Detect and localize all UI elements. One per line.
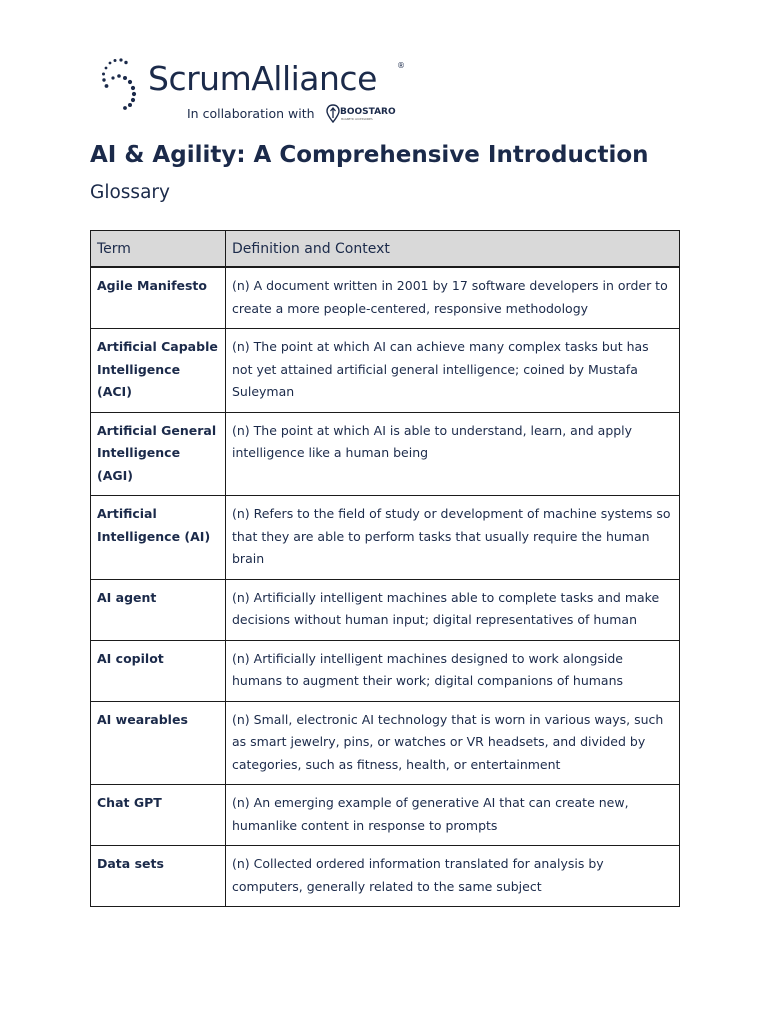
glossary-table <box>90 230 680 907</box>
definition-cell: (n) Collected ordered information translated for analysis by computers, generally related to the same subject <box>226 846 680 907</box>
term-cell: Artificial Intelligence (AI) <box>91 496 226 580</box>
registered-mark: ® <box>397 61 405 70</box>
definition-cell: (n) Artificially intelligent machines designed to work alongside humans to augment their work; digital companions of humans <box>226 640 680 701</box>
term-cell: Data sets <box>91 846 226 907</box>
definition-cell: (n) Artificially intelligent machines able to complete tasks and make decisions without human input; digital representatives of human <box>226 579 680 640</box>
definition-cell: (n) The point at which AI is able to understand, learn, and apply intelligence like a human being <box>226 412 680 496</box>
table-row <box>91 412 680 496</box>
term-cell: Chat GPT <box>91 785 226 846</box>
boostaro-pin-icon <box>325 104 341 124</box>
table-row <box>91 267 680 329</box>
term-cell: Agile Manifesto <box>91 267 226 329</box>
definition-cell: (n) Small, electronic AI technology that is worn in various ways, such as smart jewelry, pins, or watches or VR headsets, and divided by categories, such as fitness, health, or entertainment <box>226 701 680 785</box>
term-cell: Artificial Capable Intelligence (ACI) <box>91 329 226 413</box>
term-cell: Artificial General Intelligence (AGI) <box>91 412 226 496</box>
scrum-alliance-dots-icon <box>100 56 144 112</box>
table-row <box>91 329 680 413</box>
partner-name: BOOSTARO <box>340 107 396 117</box>
definition-cell: (n) Refers to the field of study or development of machine systems so that they are able to perform tasks that usually require the human brain <box>226 496 680 580</box>
document-title: AI & Agility: A Comprehensive Introduction <box>90 142 649 168</box>
table-row <box>91 496 680 580</box>
definition-cell: (n) The point at which AI can achieve many complex tasks but has not yet attained artificial general intelligence; coined by Mustafa Suleyman <box>226 329 680 413</box>
table-header-row <box>91 231 680 268</box>
term-cell: AI wearables <box>91 701 226 785</box>
table-row <box>91 640 680 701</box>
brand-name: ScrumAlliance <box>148 59 377 98</box>
collaboration-text: In collaboration with <box>187 106 315 121</box>
definition-cell: (n) A document written in 2001 by 17 software developers in order to create a more people-centered, responsive methodology <box>226 267 680 329</box>
term-cell: AI copilot <box>91 640 226 701</box>
partner-tagline: MAGNETIC ACCESSORIES <box>341 118 373 121</box>
column-header-term: Term <box>91 231 226 268</box>
document-header <box>100 56 420 130</box>
document-subtitle: Glossary <box>90 182 170 203</box>
table-row <box>91 579 680 640</box>
table-row <box>91 701 680 785</box>
column-header-definition: Definition and Context <box>226 231 680 268</box>
partner-logo <box>325 104 405 124</box>
table-row <box>91 846 680 907</box>
definition-cell: (n) An emerging example of generative AI that can create new, humanlike content in response to prompts <box>226 785 680 846</box>
term-cell: AI agent <box>91 579 226 640</box>
table-row <box>91 785 680 846</box>
